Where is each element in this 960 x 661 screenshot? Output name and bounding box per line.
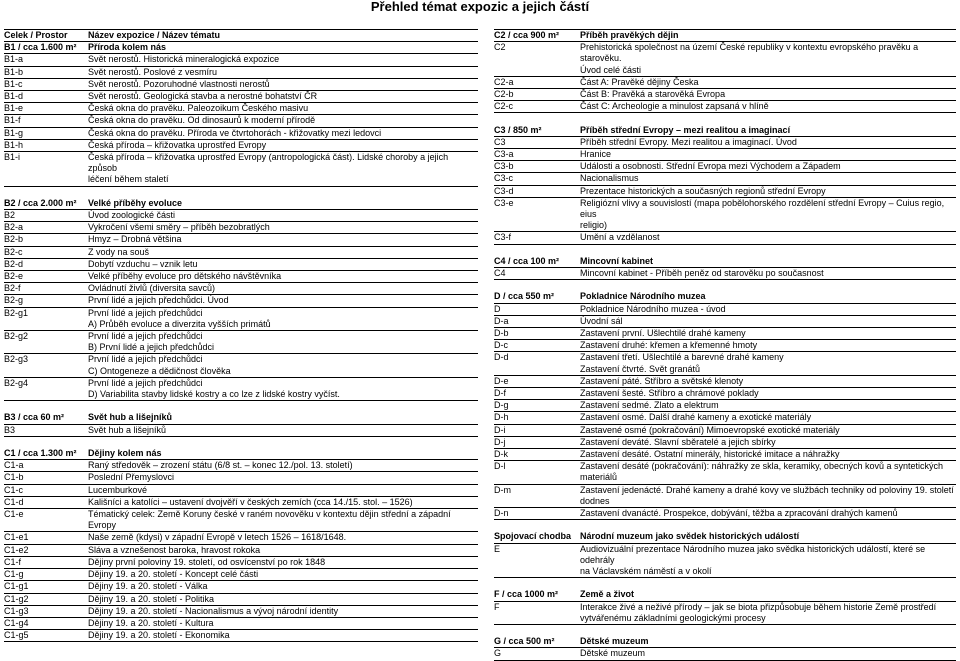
topic-name: Název expozice / Název tématu — [88, 30, 221, 40]
table-row — [494, 437, 956, 449]
topic-name: Velké příběhy evoluce pro dětského návštěvníka — [88, 271, 282, 282]
topic-name: Úvodní sál — [580, 315, 623, 326]
topic-name: Zastavení osmé. Další drahé kameny a exotické materiály — [580, 412, 812, 423]
topic-code — [4, 342, 88, 353]
topic-code: C1-b — [4, 472, 24, 483]
section-header-row — [494, 589, 956, 601]
topic-name: Z vody na souš — [88, 246, 150, 257]
topic-name: D) Variabilita stavby lidské kostry a co lze z lidské kostry vyčíst. — [88, 389, 340, 400]
topic-name: Dětské muzeum — [580, 648, 646, 659]
topic-name: Tématický celek: Země Koruny české v raném novověku v kontextu dějin střední a západní — [88, 509, 451, 520]
topic-name: vytvářenému základními geologickými procesy — [580, 612, 766, 623]
topic-code: C1-a — [4, 460, 24, 471]
topic-name: Kališníci a katolíci – ustavení dvojvěří v českých zemích (cca 14./15. stol. – 1526) — [88, 496, 413, 507]
spacer-row — [4, 401, 478, 412]
topic-name: Dějiny 19. a 20. století - Koncept celé části — [88, 569, 259, 580]
topic-name: Zastavení třetí. Ušlechtilé a barevné drahé kameny — [580, 352, 784, 363]
table-row — [494, 613, 956, 625]
topic-name: Dětské muzeum — [580, 636, 649, 647]
table-row — [494, 161, 956, 173]
table-row — [4, 557, 478, 569]
topic-code: C4 — [494, 268, 506, 279]
topic-name: A) Průběh evoluce a diverzita vyšších primátů — [88, 318, 271, 329]
section-header-row — [4, 412, 478, 424]
topic-code: D-n — [494, 508, 509, 519]
topic-code: B1-c — [4, 78, 23, 89]
table-row — [4, 545, 478, 557]
topic-code: D-g — [494, 400, 509, 411]
topic-code: B2-a — [4, 222, 24, 233]
topics-table-right — [494, 29, 956, 661]
table-row — [4, 283, 478, 295]
table-row — [4, 485, 478, 497]
topic-code — [494, 496, 580, 507]
table-row — [494, 508, 956, 520]
topic-name: Zastavení desáté (pokračování): náhražky ze skla, keramiky, obecných kovů a syntetických — [580, 461, 943, 472]
topic-name: Umění a vzdělanost — [580, 232, 660, 243]
table-row — [494, 198, 956, 220]
topic-name: Mincovní kabinet — [580, 255, 654, 266]
topic-code: C1-d — [4, 496, 24, 507]
topic-name: Zastavení dvanácté. Prospekce, dobývání, těžba a zpracování drahých kamenů — [580, 508, 898, 519]
topic-code — [4, 366, 88, 377]
table-row — [4, 630, 478, 642]
topic-code: C3 / 850 m² — [494, 124, 542, 135]
topic-code: C4 / cca 100 m² — [494, 255, 560, 266]
topic-name: Dějiny 19. a 20. století - Nacionalismus a vývoj národní identity — [88, 605, 339, 616]
topic-name: Dějiny 19. a 20. století - Válka — [88, 581, 208, 592]
topic-name: Nacionalismus — [580, 173, 639, 184]
table-row — [4, 331, 478, 342]
section-header-row — [494, 531, 956, 543]
topic-name: Zastavení první. Ušlechtilé drahé kameny — [580, 328, 746, 339]
topic-code: D-d — [494, 352, 509, 363]
section-header-row — [4, 29, 478, 42]
table-row — [4, 91, 478, 103]
topic-code: C1-g3 — [4, 605, 29, 616]
topic-code: C1-e1 — [4, 532, 29, 543]
table-row — [4, 497, 478, 509]
topic-name: Národní muzeum jako svědek historických událostí — [580, 531, 800, 542]
table-row — [494, 544, 956, 566]
topic-code: B3 — [4, 424, 16, 435]
table-row — [4, 520, 478, 532]
topic-code: G / cca 500 m² — [494, 636, 555, 647]
topic-name: materiálů — [580, 472, 618, 483]
topic-name: První lidé a jejich předchůdci — [88, 331, 203, 342]
topic-name: Dějiny první poloviny 19. století, od osvícenství po rok 1848 — [88, 556, 326, 567]
section-header-row — [4, 448, 478, 460]
table-row — [4, 569, 478, 581]
topic-code: C3-f — [494, 232, 512, 243]
topic-code: D-f — [494, 388, 506, 399]
topic-code: C3-a — [494, 149, 514, 160]
topic-name: Dobytí vzduchu – vznik letu — [88, 258, 198, 269]
table-row — [494, 340, 956, 352]
topic-name: Úvod celé části — [580, 64, 642, 75]
topic-code: B3 / cca 60 m² — [4, 412, 65, 423]
topic-code — [494, 566, 580, 577]
topic-code: B2 / cca 2.000 m² — [4, 197, 77, 208]
topic-name: Příběh střední Evropy – mezi realitou a imaginací — [580, 124, 791, 135]
table-row — [494, 268, 956, 280]
topic-name: Sláva a vznešenost baroka, hravost rokoka — [88, 544, 261, 555]
topic-name: Část C: Archeologie a minulost zapsaná v hlíně — [580, 101, 769, 112]
topic-name: Lucemburkové — [88, 484, 148, 495]
topic-code: B2-g2 — [4, 331, 29, 342]
topic-code: D-j — [494, 436, 506, 447]
topic-name: Audiovizuální prezentace Národního muzea jako svědka historických událostí, které se odehrály — [580, 543, 926, 565]
table-row — [4, 354, 478, 365]
spacer-row — [494, 625, 956, 636]
topic-code: C2-a — [494, 76, 514, 87]
topic-code: C2 — [494, 42, 506, 53]
topic-code: E — [494, 543, 501, 554]
topic-name: Mincovní kabinet - Příběh peněz od starověku po současnost — [580, 268, 824, 279]
table-row — [494, 304, 956, 316]
topic-code — [4, 389, 88, 400]
topic-code: G — [494, 648, 502, 659]
section-header-row — [494, 29, 956, 42]
topic-code: C1-e2 — [4, 544, 29, 555]
table-row — [4, 606, 478, 618]
table-row — [494, 101, 956, 113]
topic-code — [494, 613, 580, 624]
table-row — [494, 400, 956, 412]
topic-code: D-l — [494, 461, 506, 472]
topic-code: C1-g4 — [4, 617, 29, 628]
table-row — [4, 79, 478, 91]
topic-code: D-i — [494, 424, 506, 435]
topic-code: B2-g1 — [4, 307, 29, 318]
table-row — [494, 77, 956, 89]
topic-code: C3 — [494, 136, 506, 147]
table-row — [4, 472, 478, 484]
topic-code: B2 — [4, 210, 16, 221]
topic-code: D-b — [494, 328, 509, 339]
table-row — [4, 152, 478, 174]
table-row — [4, 295, 478, 307]
table-row — [494, 149, 956, 161]
topic-name: Česká okna do pravěku. Od dinosaurů k moderní přírodě — [88, 115, 316, 126]
topic-code: C2 / cca 900 m² — [494, 30, 560, 40]
table-row — [494, 328, 956, 340]
table-row — [494, 388, 956, 400]
topic-name: Česká okna do pravěku. Příroda ve čtvrtohorách - křižovatky mezi ledovci — [88, 127, 382, 138]
topic-code: B1-d — [4, 91, 24, 102]
topic-code: B1-f — [4, 115, 21, 126]
topic-code: C1-c — [4, 484, 24, 495]
topic-name: Zastavení sedmé. Zlato a elektrum — [580, 400, 719, 411]
topic-name: Česká příroda – křižovatka uprostřed Evropy — [88, 139, 267, 150]
table-row — [494, 566, 956, 578]
topic-name: Příroda kolem nás — [88, 42, 167, 53]
topic-name: Zastavené osmé (pokračování) Mimoevropské exotické materiály — [580, 424, 840, 435]
topic-name: Svět nerostů. Poslové z vesmíru — [88, 66, 218, 77]
topic-code: C1-g2 — [4, 593, 29, 604]
topic-code: B1-i — [4, 152, 21, 163]
table-row — [4, 259, 478, 271]
topic-name: Pokladnice Národního muzea - úvod — [580, 303, 726, 314]
topic-name: Zastavení šesté. Stříbro a chrámové poklady — [580, 388, 759, 399]
section-header-row — [4, 198, 478, 210]
topic-name: Dějiny 19. a 20. století - Ekonomika — [88, 630, 230, 641]
section-header-row — [494, 636, 956, 648]
topic-name: léčení během staletí — [88, 174, 169, 185]
topic-name: Naše země (kdysi) v západní Evropě v letech 1526 – 1618/1648. — [88, 532, 347, 543]
topic-code — [494, 65, 580, 76]
table-row — [494, 485, 956, 496]
spacer-row — [494, 578, 956, 589]
topic-code: F — [494, 601, 500, 612]
topic-name: dodnes — [580, 495, 610, 506]
topic-name: Religiózní vlivy a souvislostí (mapa pobělohorského rozdělení střední Evropy – Cuius regio, eius — [580, 197, 945, 220]
topic-code: D-k — [494, 449, 508, 460]
topic-code: C2-b — [494, 89, 514, 100]
topic-name: Ovládnutí živlů (diversita savců) — [88, 283, 216, 294]
topic-name: Část B: Pravěká a starověká Evropa — [580, 89, 726, 100]
topic-code: B1-e — [4, 103, 24, 114]
topic-name: Svět nerostů. Pozoruhodné vlastnosti nerostů — [88, 78, 270, 89]
topic-name: Svět nerostů. Geologická stavba a nerostné bohatství ČR — [88, 91, 318, 102]
topic-name: Dějiny kolem nás — [88, 448, 162, 459]
topic-name: Poslední Přemyslovci — [88, 472, 175, 483]
table-row — [4, 128, 478, 140]
spacer-row — [494, 280, 956, 291]
topic-name: religio) — [580, 220, 608, 231]
table-row — [494, 232, 956, 244]
topic-name: Raný středověk – zrození státu (6/8 st. – konec 12./pol. 13. století) — [88, 460, 353, 471]
topic-code: B2-b — [4, 234, 24, 245]
table-row — [4, 103, 478, 115]
topic-name: Česká okna do pravěku. Paleozoikum Českého masivu — [88, 103, 309, 114]
topic-code: D-h — [494, 412, 509, 423]
topic-name: na Václavském náměstí a v okolí — [580, 566, 712, 577]
topic-code: D — [494, 303, 501, 314]
topic-name: Velké příběhy evoluce — [88, 197, 183, 208]
table-row — [4, 308, 478, 319]
table-row — [494, 376, 956, 388]
table-row — [494, 461, 956, 472]
topic-code — [494, 472, 580, 483]
topic-code: B2-d — [4, 258, 24, 269]
topic-name: C) Ontogeneze a dědičnost člověka — [88, 365, 231, 376]
topic-code: C1-g — [4, 569, 24, 580]
table-row — [494, 425, 956, 437]
topic-name: Zastavení deváté. Slavní sběratelé a jejich sbírky — [580, 436, 776, 447]
table-row — [494, 496, 956, 508]
section-header-row — [494, 256, 956, 268]
topic-code: Celek / Prostor — [4, 30, 68, 40]
topic-name: Česká příroda – křižovatka uprostřed Evropy (antropologická část). Lidské choroby a jejich způsob — [88, 152, 449, 174]
topic-name: Dějiny 19. a 20. století - Kultura — [88, 617, 214, 628]
table-row — [4, 247, 478, 259]
topic-name: B) První lidé a jejich předchůdci — [88, 342, 215, 353]
topic-code — [4, 319, 88, 330]
table-row — [494, 602, 956, 613]
topic-code: D-c — [494, 340, 508, 351]
table-row — [494, 220, 956, 232]
topic-name: Země a život — [580, 589, 635, 600]
table-row — [494, 648, 956, 660]
table-row — [4, 342, 478, 354]
topic-code: B1-g — [4, 127, 24, 138]
section-header-row — [494, 125, 956, 137]
table-row — [4, 594, 478, 606]
topic-name: Události a osobnosti. Střední Evropa mezi Východem a Západem — [580, 161, 841, 172]
topic-name: Svět hub a lišejníků — [88, 412, 173, 423]
topic-name: Hranice — [580, 149, 612, 160]
topic-name: První lidé a jejich předchůdci — [88, 377, 203, 388]
table-row — [4, 222, 478, 234]
spacer-row — [494, 113, 956, 124]
topic-code: B2-f — [4, 283, 21, 294]
section-header-row — [494, 291, 956, 303]
table-row — [494, 42, 956, 64]
table-row — [4, 54, 478, 66]
topic-name: Dějiny 19. a 20. století - Politika — [88, 593, 215, 604]
topic-name: Interakce živé a neživé přírody – jak se biota přizpůsobuje během historie Země prostředí — [580, 601, 937, 612]
topic-name: První lidé a jejich předchůdci. Úvod — [88, 295, 229, 306]
topic-code: B2-g4 — [4, 377, 29, 388]
section-header-row — [4, 42, 478, 54]
topic-name: Příběh pravěkých dějin — [580, 30, 679, 40]
topic-name: Evropy — [88, 520, 117, 531]
topic-code — [4, 520, 88, 531]
table-row — [494, 449, 956, 461]
table-row — [494, 352, 956, 363]
topic-code: Spojovací chodba — [494, 531, 572, 542]
table-row — [4, 319, 478, 331]
topic-code: B2-e — [4, 271, 24, 282]
topic-code: D-e — [494, 375, 509, 386]
topic-name: Vykročení všemi směry – příběh bezobratlých — [88, 222, 270, 233]
table-row — [494, 137, 956, 149]
topic-name: Hmyz – Drobná většina — [88, 234, 182, 245]
topic-code: C1-f — [4, 556, 22, 567]
table-row — [4, 366, 478, 378]
table-row — [4, 140, 478, 152]
table-row — [494, 412, 956, 424]
topic-name: Prehistorická společnost na území České republiky v kontextu evropského pravěku a starověku. — [580, 42, 919, 64]
topic-name: Prezentace historických a současných regionů střední Evropy — [580, 185, 826, 196]
topic-code: C2-c — [494, 101, 514, 112]
spacer-row — [4, 187, 478, 198]
topic-name: Svět hub a lišejníků — [88, 424, 167, 435]
topic-code: B2-g — [4, 295, 24, 306]
topic-name: Zastavení páté. Stříbro a světské klenoty — [580, 375, 744, 386]
table-row — [4, 532, 478, 544]
table-row — [4, 378, 478, 389]
table-row — [4, 210, 478, 222]
table-row — [494, 316, 956, 328]
topic-code: C3-e — [494, 197, 514, 208]
topic-name: Zastavení druhé: křemen a křemenné hmoty — [580, 340, 758, 351]
topic-name: Zastavení desáté. Ostatní minerály, historické imitace a náhražky — [580, 449, 840, 460]
table-row — [4, 581, 478, 593]
topic-name: Úvod zoologické části — [88, 210, 176, 221]
topic-name: První lidé a jejich předchůdci — [88, 307, 203, 318]
topic-code: D-a — [494, 315, 509, 326]
topic-code — [4, 174, 88, 185]
topic-code: B1-a — [4, 54, 24, 65]
topic-code: C1-e — [4, 509, 24, 520]
table-row — [4, 389, 478, 401]
topic-code: B1-b — [4, 66, 24, 77]
table-row — [4, 425, 478, 437]
table-row — [4, 115, 478, 127]
topics-table-left — [4, 29, 478, 642]
topic-name: První lidé a jejich předchůdci — [88, 354, 203, 365]
topic-code: C1-g5 — [4, 630, 29, 641]
topic-name: Část A: Pravěké dějiny Česka — [580, 76, 699, 87]
topic-name: Příběh střední Evropy. Mezi realitou a imaginací. Úvod — [580, 136, 797, 147]
table-row — [4, 460, 478, 472]
table-row — [4, 618, 478, 630]
topic-code: B1-h — [4, 139, 24, 150]
table-row — [4, 271, 478, 283]
topic-code: C3-c — [494, 173, 514, 184]
table-row — [4, 174, 478, 186]
table-row — [4, 509, 478, 520]
spacer-row — [494, 520, 956, 531]
table-row — [494, 173, 956, 185]
topic-code: B2-c — [4, 246, 23, 257]
topic-code — [494, 220, 580, 231]
topic-name: Zastavení čtvrté. Svět granátů — [580, 363, 701, 374]
topic-code: B1 / cca 1.600 m² — [4, 42, 77, 53]
topic-name: Svět nerostů. Historická mineralogická expozice — [88, 54, 280, 65]
spacer-row — [4, 437, 478, 448]
table-row — [4, 234, 478, 246]
topic-code: D / cca 550 m² — [494, 291, 555, 302]
page-title: Přehled témat expozic a jejich částí — [370, 0, 590, 14]
topic-code: D-m — [494, 484, 511, 495]
table-row — [494, 472, 956, 484]
table-row — [4, 67, 478, 79]
table-row — [494, 186, 956, 198]
topic-code: C1-g1 — [4, 581, 29, 592]
table-row — [494, 364, 956, 376]
topic-code: C1 / cca 1.300 m² — [4, 448, 77, 459]
topic-code — [494, 364, 580, 375]
topic-code: F / cca 1000 m² — [494, 589, 559, 600]
table-row — [494, 89, 956, 101]
topic-name: Zastavení jedenácté. Drahé kameny a drahé kovy ve službách techniky od poloviny 19. století — [580, 484, 954, 495]
spacer-row — [494, 245, 956, 256]
table-row — [494, 65, 956, 77]
topic-code: C3-b — [494, 161, 514, 172]
topic-code: C3-d — [494, 185, 514, 196]
topic-code: B2-g3 — [4, 354, 29, 365]
topic-name: Pokladnice Národního muzea — [580, 291, 706, 302]
